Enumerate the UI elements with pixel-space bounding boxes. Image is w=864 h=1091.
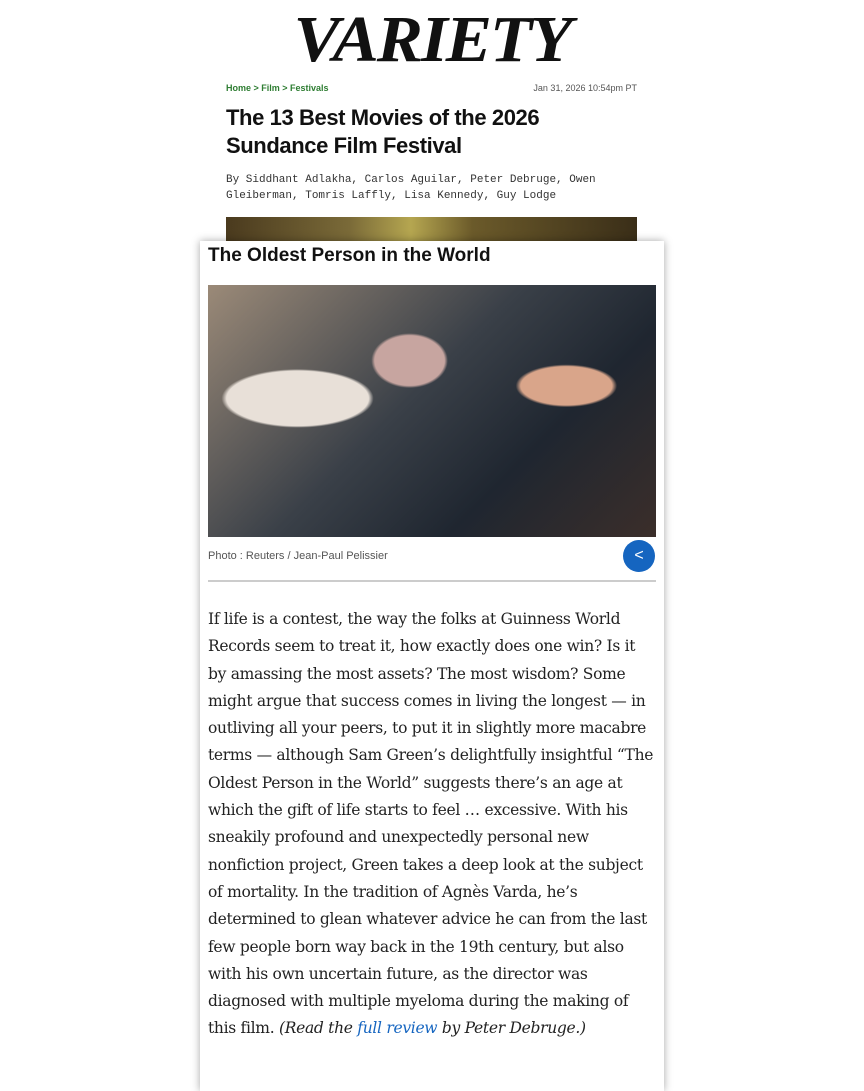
- review-text: [208, 606, 656, 1043]
- movie-heading: The Oldest Person in the World: [208, 245, 491, 266]
- review-body: If life is a contest, the way the folks at Guinness World Records seem to treat it, how exactly does one win? Is it by amassing the most assets? The most wisdom? Some might argue that success comes in living the longest — in outliving all your peers, to put it in slightly more macabre terms — although Sam Green’s delightfully insightful “The Oldest Person in the World” suggests there’s an age at which the gift of life starts to feel … excessive. With his sneakily profound and unexpectedly personal new nonfiction project, Green takes a deep look at the subject of mortality. In the tradition of Agnès Varda, he’s determined to glean whatever advice he can from the last few people born way back in the 19th century, but also with his own uncertain future, as the director was diagnosed with multiple myeloma during the making of this film.: [208, 610, 654, 1038]
- read-suffix: by Peter Debruge.): [441, 1019, 586, 1038]
- share-icon[interactable]: <: [623, 540, 655, 572]
- publish-date: Jan 31, 2026 10:54pm PT: [533, 83, 637, 93]
- breadcrumb[interactable]: Home > Film > Festivals: [226, 83, 329, 93]
- read-prefix: (Read the: [278, 1019, 353, 1038]
- full-review-link[interactable]: full review: [357, 1019, 438, 1038]
- page-title: The 13 Best Movies of the 2026 Sundance Film Festival: [226, 105, 540, 158]
- movie-card: [200, 241, 664, 1091]
- variety-logo[interactable]: VARIETY: [293, 3, 571, 76]
- divider: [208, 580, 656, 582]
- byline: By Siddhant Adlakha, Carlos Aguilar, Peter Debruge, Owen Gleiberman, Tomris Laffly, Lisa Kennedy, Guy Lodge: [226, 174, 596, 202]
- photo-caption: Photo : Reuters / Jean-Paul Pelissier: [208, 550, 388, 562]
